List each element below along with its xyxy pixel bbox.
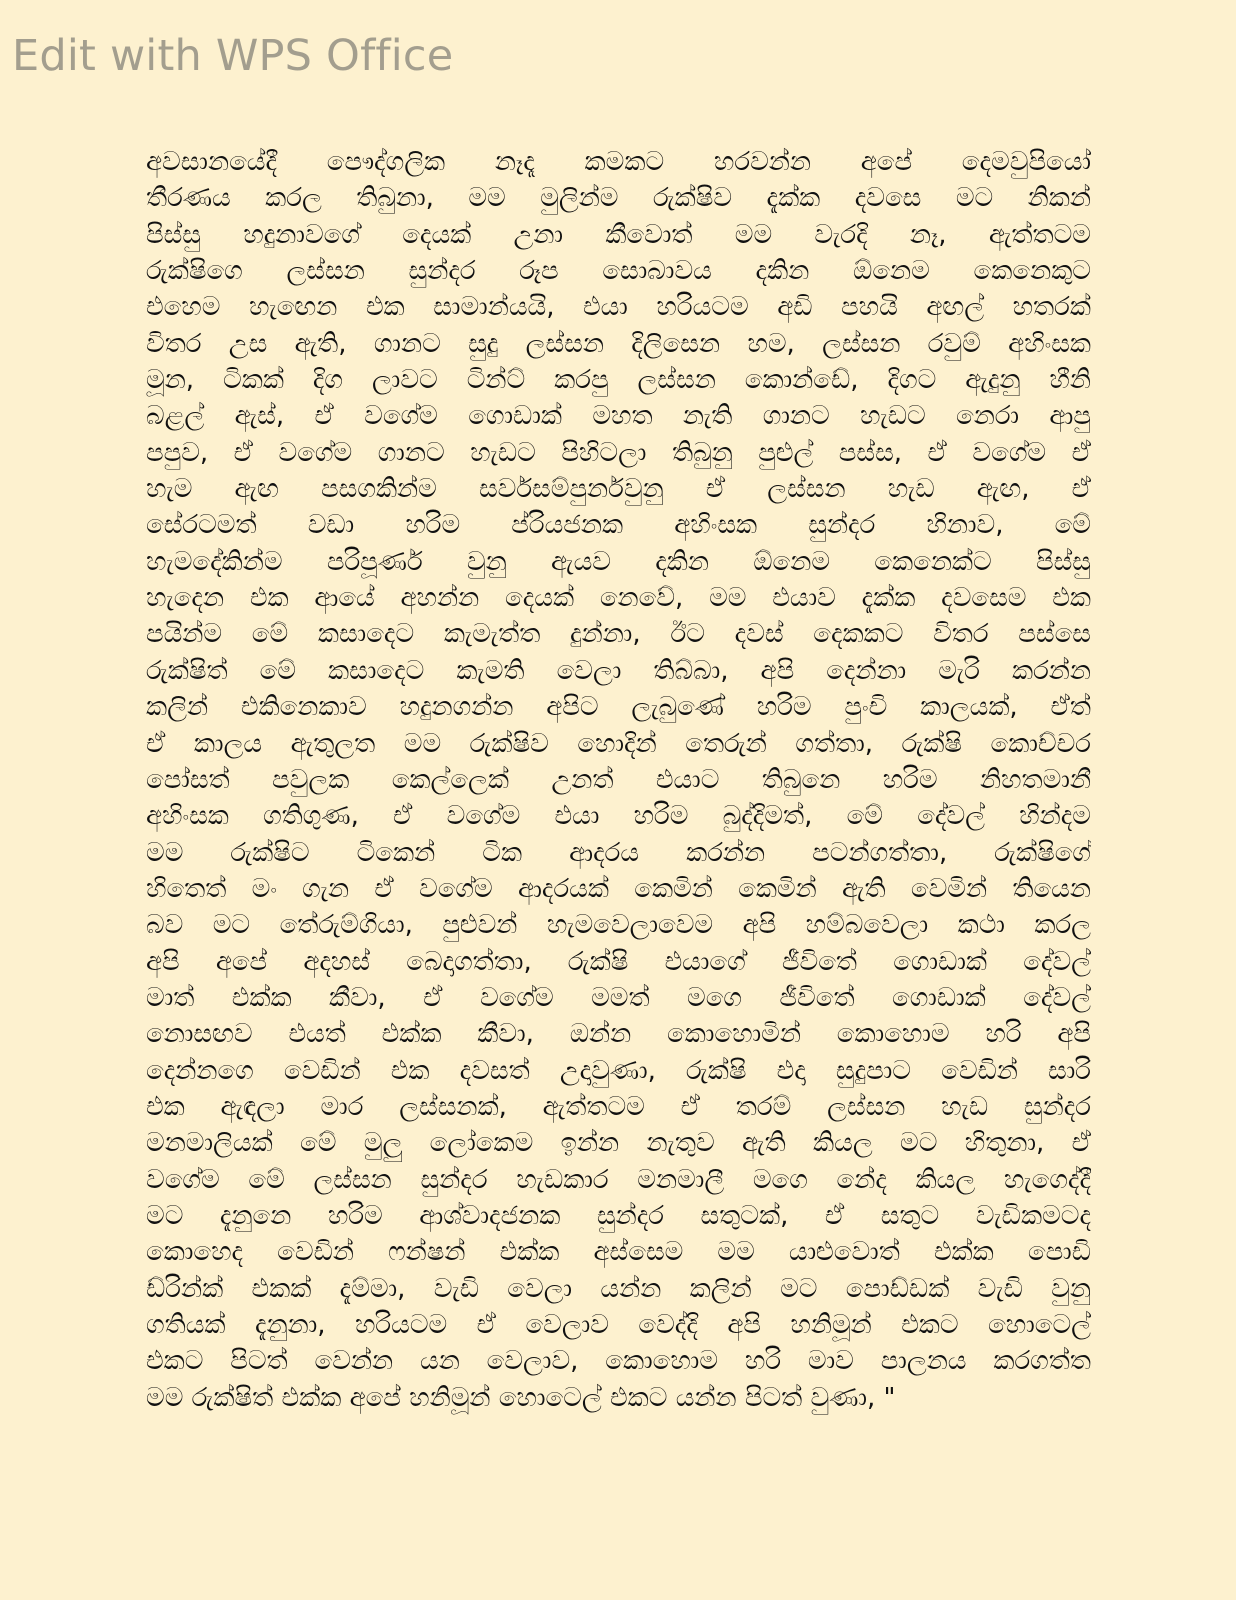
text-line: ඩ්රින්ක් එකක් දැම්මා, වැඩි වෙලා යන්න කලින් මට පොඩ්ඩක් වැඩි වුනු: [146, 1273, 1091, 1304]
text-line: පිස්සු හදුනාවගේ දෙයක් උනා කීවොත් මම වැරදි නෑ, ඇත්තටම: [146, 219, 1091, 250]
text-line: විතර උස ඇති, ගානට සුදු ලස්සන දිලිසෙන හම, ලස්සන රවුම් අහිංසක: [146, 328, 1091, 359]
document-body: [146, 144, 1091, 1416]
text-line: අහිංසක ගතිගුණ, ඒ වගේම එයා හරිම බුද්දිමත්, මේ දේවල් හින්දම: [146, 801, 1091, 832]
text-line: මූන, ටිකක් දිග ලාවට ටින්ට් කරපු ලස්සන කොන්ඩේ, දිගට ඇදුනු හීනි: [146, 365, 1091, 396]
text-line: පපුව, ඒ වගේම ගානට හැඩට පිහිටලා තිබුනු පුළුල් පස්ස, ඒ වගේම ඒ: [146, 437, 1091, 468]
text-line: හැමදේකින්ම පරිපූර්ණ වුනු ඇයව දකින ඕනෙම කෙනෙක්ට පිස්සු: [146, 546, 1091, 577]
text-line: ගතියක් දැනුනා, හරියටම ඒ වෙලාව වෙද්දි අපි හනිමූන් එකට හොටෙල්: [146, 1310, 1091, 1340]
text-line: නොසඟව එයත් එක්ක කීවා, ඔන්න කොහොමින් කොහොම හරි අපි: [146, 1019, 1091, 1050]
text-line: හැදෙන එක ආයේ අහන්න දෙයක් නෙවේ, මම එයාව දැක්ක දවසෙම එක: [146, 583, 1091, 614]
text-line: අපි අපේ අදහස් බෙදාගත්තා, රුක්ෂි එයාගේ ජීවිතේ ගොඩාක් දේවල්: [146, 946, 1091, 977]
text-line: හැම ඇඟ පසගකින්ම සර්වසම්පුර්නවුනු ඒ ලස්සන හැඩ ඇඟ, ඒ: [146, 474, 1091, 505]
text-line: මම රුක්ෂිට ටිකෙන් ටික ආදරය කරන්න පටන්ගත්තා, රුක්ෂිගේ: [146, 837, 1091, 868]
text-line: එක ඇඳලා මාර ලස්සනක්, ඇත්තටම ඒ තරම් ලස්සන හැඩ සුන්දර: [146, 1091, 1091, 1122]
text-line: බව මට තේරුම්ගියා, පුළුවන් හැමවෙලාවෙම අපි හම්බවෙලා කථා කරල: [146, 910, 1091, 941]
text-line: සේරටමත් වඩා හරිම ප්රියජනක අහිංසක සුන්දර හිනාව, මේ: [146, 510, 1091, 541]
text-line: අවසානයේදී පෞද්ගලික නෑදෑ කමකට හරවන්න අපේ දෙමවුපියෝ: [146, 147, 1091, 177]
text-line: කලින් එකිනෙකාව හදුනගන්න අපිට ලැබුණේ හරිම පුංචි කාලයක්, ඒත්: [146, 692, 1091, 723]
text-line: දෙන්නගෙ වෙඩින් එක දවසත් උදාවුණා, රුක්ෂි එදා සුදුපාට වෙඩින් සාරි: [146, 1055, 1091, 1086]
text-line: හිතෙත් මං ගැන ඒ වගේම ආදරයක් කෙමින් කෙමින් ඇති වෙමින් තියෙන: [146, 873, 1091, 904]
text-line: කොහෙද වෙඩින් ෆන්ෂන් එක්ක අස්සෙම මම යාළුවොත් එක්ක පොඩි: [146, 1237, 1091, 1268]
text-line: වගේම මේ ලස්සන සුන්දර හැඩකාර මනමාලී මගෙ නේද කියල හැගෙද්දී: [146, 1164, 1091, 1195]
text-line: එකට පිටත් වෙන්න යන වෙලාව, කොහොම හරි මාව පාලනය කරගත්ත: [146, 1346, 1091, 1377]
text-line: මම රුක්ෂිත් එක්ක අපේ හනිමූන් හොටෙල් එකට යන්න පිටත් වුණා, ": [146, 1382, 896, 1413]
text-line: පෝසත් පවුලක කෙල්ලෙක් උනත් එයාට තිබුනෙ හරිම නිහතමානී: [146, 764, 1091, 795]
text-line: මාත් එක්ක කීවා, ඒ වගේම මමත් මගෙ ජීවිතේ ගොඩාක් දේවල්: [146, 982, 1091, 1013]
text-line: මනමාලියක් මේ මුලු ලෝකෙම ඉන්න නැතුව ඇති කියල මට හිතුනා, ඒ: [146, 1128, 1091, 1159]
wps-watermark: Edit with WPS Office: [12, 31, 454, 81]
text-line: බළල් ඇස්, ඒ වගේම ගොඩාක් මහත නැති ගානට හැඩට නෙරා ආපු: [146, 401, 1091, 432]
text-line: රුක්ෂිගෙ ලස්සන සුන්දර රූප සොබාවය දකින ඕනෙම කෙනෙකුට: [146, 256, 1091, 287]
text-line: ඒ කාලය ඇතුලත මම රුක්ෂිව හොදින් තෙරුන් ගත්තා, රුක්ෂි කොච්චර: [146, 728, 1091, 759]
text-line: මට දැනුනෙ හරිම ආශ්වාදජනක සුන්දර සතුටක්, ඒ සතුට වැඩිකමටද: [146, 1200, 1091, 1231]
text-line: පයින්ම මේ කසාදෙට කැමැත්ත දුන්නා, ඊට දවස් දෙකකට විතර පස්සෙ: [146, 619, 1091, 650]
text-line: තීරණය කරල තිබුනා, මම මුලින්ම රුක්ෂිව දැක්ක දවසෙ මට නිකන්: [146, 183, 1091, 214]
text-line: රුක්ෂිත් මේ කසාදෙට කැමති වෙලා තිබ්බා, අපි දෙන්නා මැරි කරන්න: [146, 655, 1091, 686]
text-line: එහෙම හැඟෙන එක සාමාන්යයි, එයා හරියටම අඩි පහයි අඟල් හතරක්: [146, 292, 1091, 323]
